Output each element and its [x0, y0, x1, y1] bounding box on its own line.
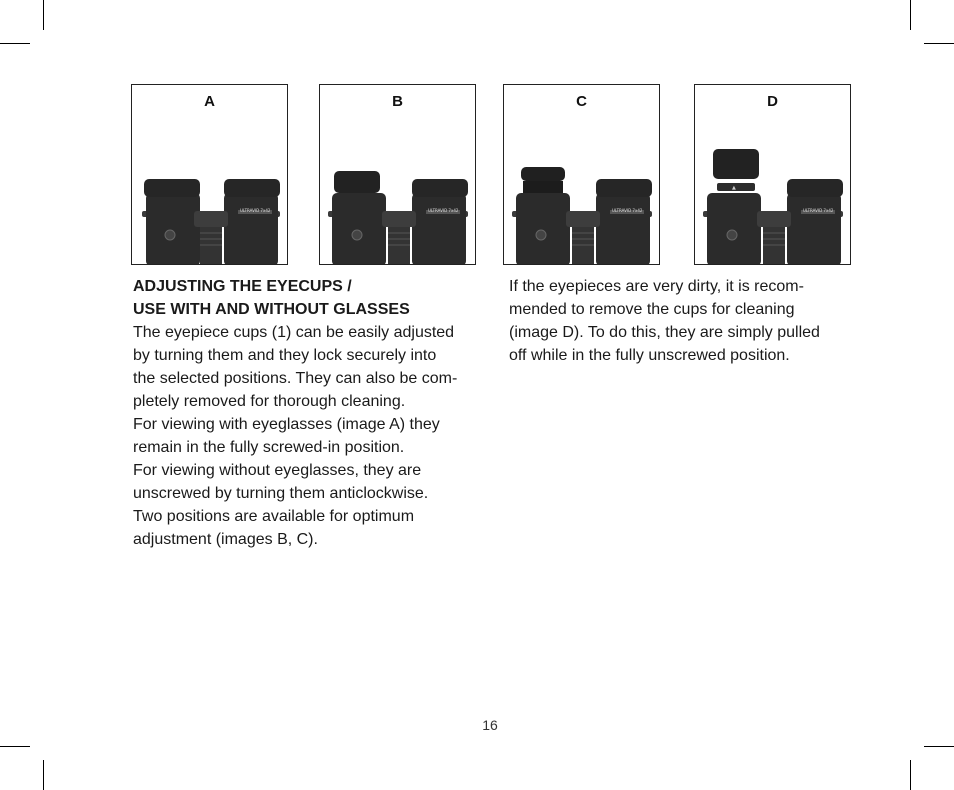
body-line: off while in the fully unscrewed position. — [509, 347, 790, 364]
model-label: ULTRAVID 7x42 — [612, 208, 643, 213]
crop-mark — [0, 43, 30, 44]
body-line: If the eyepieces are very dirty, it is recom- — [509, 278, 804, 295]
figure-d — [694, 84, 851, 265]
model-label: ULTRAVID 7x42 — [803, 208, 834, 213]
binocular-illustration — [504, 85, 660, 265]
body-line: by turning them and they lock securely into — [133, 347, 437, 364]
crop-mark — [43, 760, 44, 790]
right-column — [509, 275, 869, 367]
binocular-illustration — [132, 85, 288, 265]
body-line: remain in the fully screwed-in position. — [133, 439, 405, 456]
crop-mark — [910, 0, 911, 30]
body-line: unscrewed by turning them anticlockwise. — [133, 485, 429, 502]
svg-text:▲: ▲ — [732, 185, 736, 191]
body-line: The eyepiece cups (1) can be easily adjusted — [133, 324, 455, 341]
crop-mark — [0, 746, 30, 747]
crop-mark — [43, 0, 44, 30]
body-line: (image D). To do this, they are simply pulled — [509, 324, 820, 341]
figure-label: A — [204, 93, 215, 110]
section-heading-line1: ADJUSTING THE EYECUPS / — [133, 278, 352, 295]
section-heading-line2: USE WITH AND WITHOUT GLASSES — [133, 301, 410, 318]
figure-c — [503, 84, 660, 265]
crop-mark — [910, 760, 911, 790]
figure-b — [319, 84, 476, 265]
binocular-illustration — [695, 85, 851, 265]
model-label: ULTRAVID 7x42 — [240, 208, 271, 213]
figure-a — [131, 84, 288, 265]
page-number: 16 — [482, 717, 498, 733]
body-line: mended to remove the cups for cleaning — [509, 301, 795, 318]
body-line: Two positions are available for optimum — [133, 508, 415, 525]
left-column — [133, 275, 493, 551]
body-line: For viewing without eyeglasses, they are — [133, 462, 422, 479]
figure-label: B — [392, 93, 403, 110]
body-line: For viewing with eyeglasses (image A) they — [133, 416, 440, 433]
body-line: the selected positions. They can also be com- — [133, 370, 458, 387]
crop-mark — [924, 43, 954, 44]
figure-label: D — [767, 93, 778, 110]
model-label: ULTRAVID 7x42 — [428, 208, 459, 213]
body-line: pletely removed for thorough cleaning. — [133, 393, 406, 410]
crop-mark — [924, 746, 954, 747]
body-line: adjustment (images B, C). — [133, 531, 318, 548]
figure-label: C — [576, 93, 587, 110]
binocular-illustration — [320, 85, 476, 265]
